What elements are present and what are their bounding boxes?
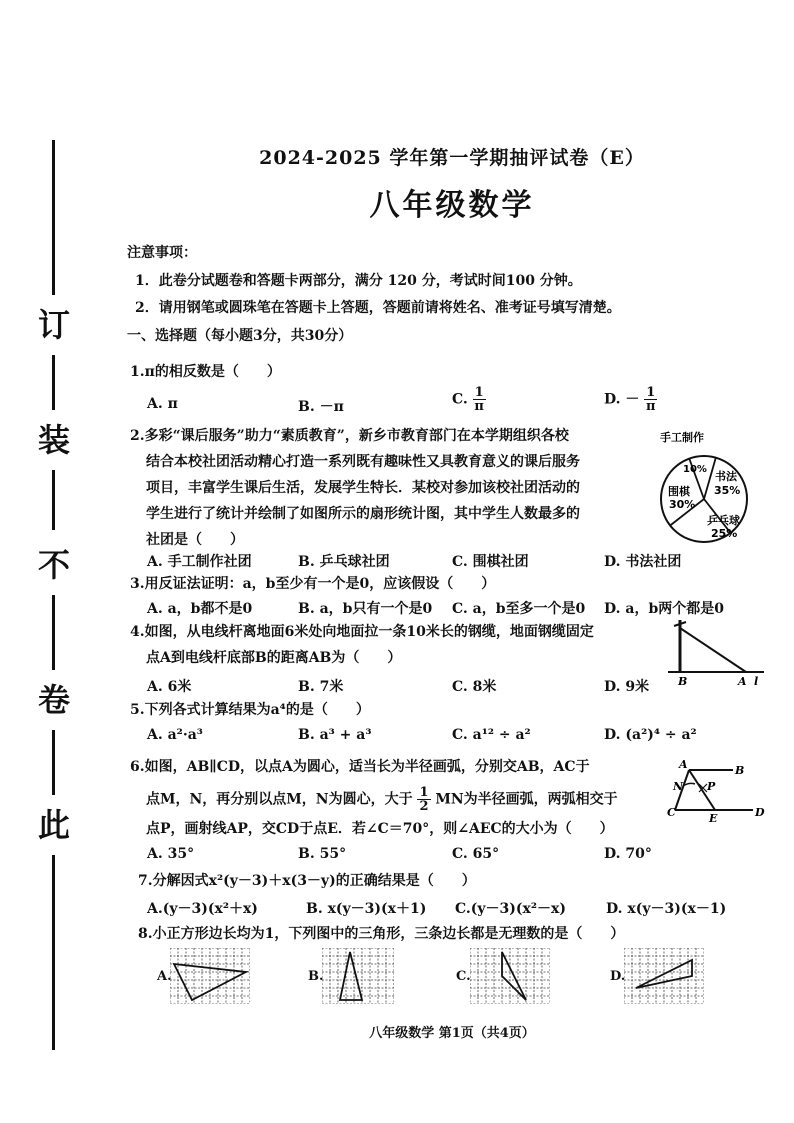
binding-line bbox=[52, 595, 55, 670]
option-c bbox=[452, 386, 486, 413]
question-stem: 7.分解因式x²(y－3)＋x(3－y)的正确结果是（ ） bbox=[138, 873, 476, 889]
cable-line bbox=[680, 628, 746, 672]
grid-label-c: C. bbox=[456, 969, 471, 984]
fraction bbox=[473, 386, 486, 413]
page-footer: 八年级数学 第1页（共4页） bbox=[369, 1026, 535, 1041]
grid-triangle bbox=[340, 952, 362, 1000]
question-stem: 5.下列各式计算结果为a⁴的是（ ） bbox=[130, 702, 370, 718]
notes-heading: 注意事项： bbox=[127, 245, 197, 261]
label-l: l bbox=[754, 675, 759, 686]
option-a: A. π bbox=[147, 396, 178, 412]
pie-value-go: 30% bbox=[669, 498, 696, 511]
binding-line bbox=[52, 470, 55, 530]
label-n: N bbox=[673, 780, 684, 793]
fraction-numerator: 1 bbox=[474, 385, 484, 400]
grid-label-b: B. bbox=[308, 969, 324, 984]
binding-char: 订 bbox=[37, 306, 70, 344]
option-a: A. 6米 bbox=[147, 679, 192, 695]
label-p: P bbox=[707, 780, 716, 793]
pie-label-calligraphy: 书法 bbox=[715, 470, 737, 483]
option-c: C. a¹² ÷ a² bbox=[452, 727, 531, 743]
grid-label-d: D. bbox=[610, 969, 626, 984]
fraction-numerator: 1 bbox=[419, 785, 429, 800]
text-part: 点M，N，再分别以点M，N为圆心，大于 bbox=[146, 791, 413, 808]
question-stem-line: 4.如图，从电线杆离地面6米处向地面拉一条10米长的钢缆，地面钢缆固定 bbox=[130, 624, 594, 640]
question-stem-line: 项目，丰富学生课后生活，发展学生特长．某校对参加该校社团活动的 bbox=[146, 480, 580, 496]
option-prefix: D. － bbox=[604, 391, 640, 408]
question-stem: 1.π的相反数是（ ） bbox=[130, 364, 281, 380]
text-part: MN为半径画弧，两弧相交于 bbox=[435, 791, 618, 808]
binding-line bbox=[52, 855, 55, 1050]
option-d: D. x(y－3)(x－1) bbox=[606, 901, 727, 917]
question-stem: 8.小正方形边长均为1，下列图中的三角形，三条边长都是无理数的是（ ） bbox=[138, 926, 625, 942]
option-c: C. 8米 bbox=[452, 679, 497, 695]
binding-line bbox=[52, 730, 55, 795]
binding-char: 装 bbox=[37, 421, 70, 459]
option-c: C. a，b至多一个是0 bbox=[452, 601, 586, 617]
binding-char: 卷 bbox=[37, 681, 70, 719]
option-a: A. a²·a³ bbox=[147, 727, 203, 743]
question-stem-line: 点P，画射线AP，交CD于点E．若∠C＝70°，则∠AEC的大小为（ ） bbox=[146, 821, 614, 837]
question-stem: 3.用反证法证明：a，b至少有一个是0，应该假设（ ） bbox=[130, 576, 496, 592]
fraction bbox=[417, 786, 430, 813]
subject-title: 八年级数学 bbox=[369, 188, 535, 223]
question-stem-line: 点A到电线杆底部B的距离AB为（ ） bbox=[146, 650, 402, 666]
label-a: A bbox=[738, 675, 747, 686]
fraction-numerator: 1 bbox=[646, 385, 656, 400]
option-c: C. 65° bbox=[452, 846, 500, 862]
label-b: B bbox=[735, 764, 745, 777]
pole-figure bbox=[668, 614, 768, 686]
option-b: B. 乒乓球社团 bbox=[298, 554, 390, 570]
parallel-lines-figure bbox=[665, 758, 773, 828]
option-d: D. 9米 bbox=[604, 679, 650, 695]
fraction-denominator: π bbox=[646, 399, 656, 414]
binding-char: 此 bbox=[37, 806, 70, 844]
option-d: D. a，b两个都是0 bbox=[604, 601, 724, 617]
label-b: B bbox=[678, 675, 688, 686]
binding-char: 不 bbox=[37, 546, 70, 584]
binding-strip bbox=[0, 0, 110, 1123]
pie-value-pingpong: 25% bbox=[711, 527, 738, 540]
exam-title: 2024-2025 学年第一学期抽评试卷（E） bbox=[259, 147, 645, 169]
label-e: E bbox=[709, 812, 718, 825]
pie-label-handmade: 10% bbox=[683, 464, 707, 475]
question-stem-line: 6.如图，AB∥CD，以点A为圆心，适当长为半径画弧，分别交AB，AC于 bbox=[130, 759, 590, 775]
grid-figure-d bbox=[624, 948, 704, 1004]
question-stem-line bbox=[146, 786, 618, 813]
label-a: A bbox=[679, 758, 688, 771]
fraction-denominator: 2 bbox=[419, 799, 429, 814]
question-stem-line: 社团是（ ） bbox=[146, 532, 244, 548]
fraction-denominator: π bbox=[474, 399, 484, 414]
option-b: B. a，b只有一个是0 bbox=[298, 601, 433, 617]
binding-line bbox=[52, 140, 55, 295]
pie-label-go: 围棋 bbox=[668, 485, 690, 498]
option-b: B. 55° bbox=[298, 846, 347, 862]
pie-chart bbox=[652, 428, 762, 546]
pie-value-calligraphy: 35% bbox=[714, 484, 741, 497]
label-c: C bbox=[667, 806, 676, 819]
option-d: D. 书法社团 bbox=[604, 554, 682, 570]
option-a: A. a，b都不是0 bbox=[147, 601, 253, 617]
option-b: B. 7米 bbox=[298, 679, 344, 695]
grid-triangle bbox=[502, 952, 526, 1000]
binding-line bbox=[52, 355, 55, 410]
option-d: D. (a²)⁴ ÷ a² bbox=[604, 727, 697, 743]
option-prefix: C. bbox=[452, 391, 468, 408]
grid-label-a: A. bbox=[157, 969, 172, 984]
option-c: C.(y－3)(x²－x) bbox=[455, 901, 566, 917]
question-stem-line: 2.多彩“课后服务”助力“素质教育”，新乡市教育部门在本学期组织各校 bbox=[130, 428, 569, 444]
option-d: D. 70° bbox=[604, 846, 652, 862]
pie-title: 手工制作 bbox=[660, 431, 704, 444]
grid-figure-c bbox=[470, 948, 550, 1004]
option-a: A.(y－3)(x²＋x) bbox=[147, 901, 258, 917]
grid-figure-a bbox=[170, 948, 250, 1004]
section-heading: 一、选择题（每小题3分，共30分） bbox=[127, 328, 353, 344]
label-d: D bbox=[755, 806, 765, 819]
note-item: 2．请用钢笔或圆珠笔在答题卡上答题，答题前请将姓名、准考证号填写清楚。 bbox=[135, 300, 621, 316]
option-d bbox=[604, 386, 657, 413]
option-a: A. 35° bbox=[147, 846, 195, 862]
option-b: B. a³ + a³ bbox=[298, 727, 372, 743]
question-stem-line: 学生进行了统计并绘制了如图所示的扇形统计图，其中学生人数最多的 bbox=[146, 506, 580, 522]
grid-figure-b bbox=[322, 948, 394, 1004]
pie-label-pingpong: 乒乓球 bbox=[707, 514, 740, 527]
option-b: B. x(y－3)(x＋1) bbox=[306, 901, 427, 917]
question-stem-line: 结合本校社团活动精心打造一系列既有趣味性又具教育意义的课后服务 bbox=[146, 454, 580, 470]
option-a: A. 手工制作社团 bbox=[147, 554, 252, 570]
option-b: B. －π bbox=[298, 399, 344, 415]
note-item: 1．此卷分试题卷和答题卡两部分，满分 120 分，考试时间100 分钟。 bbox=[135, 273, 582, 289]
fraction bbox=[644, 386, 657, 413]
option-c: C. 围棋社团 bbox=[452, 554, 529, 570]
